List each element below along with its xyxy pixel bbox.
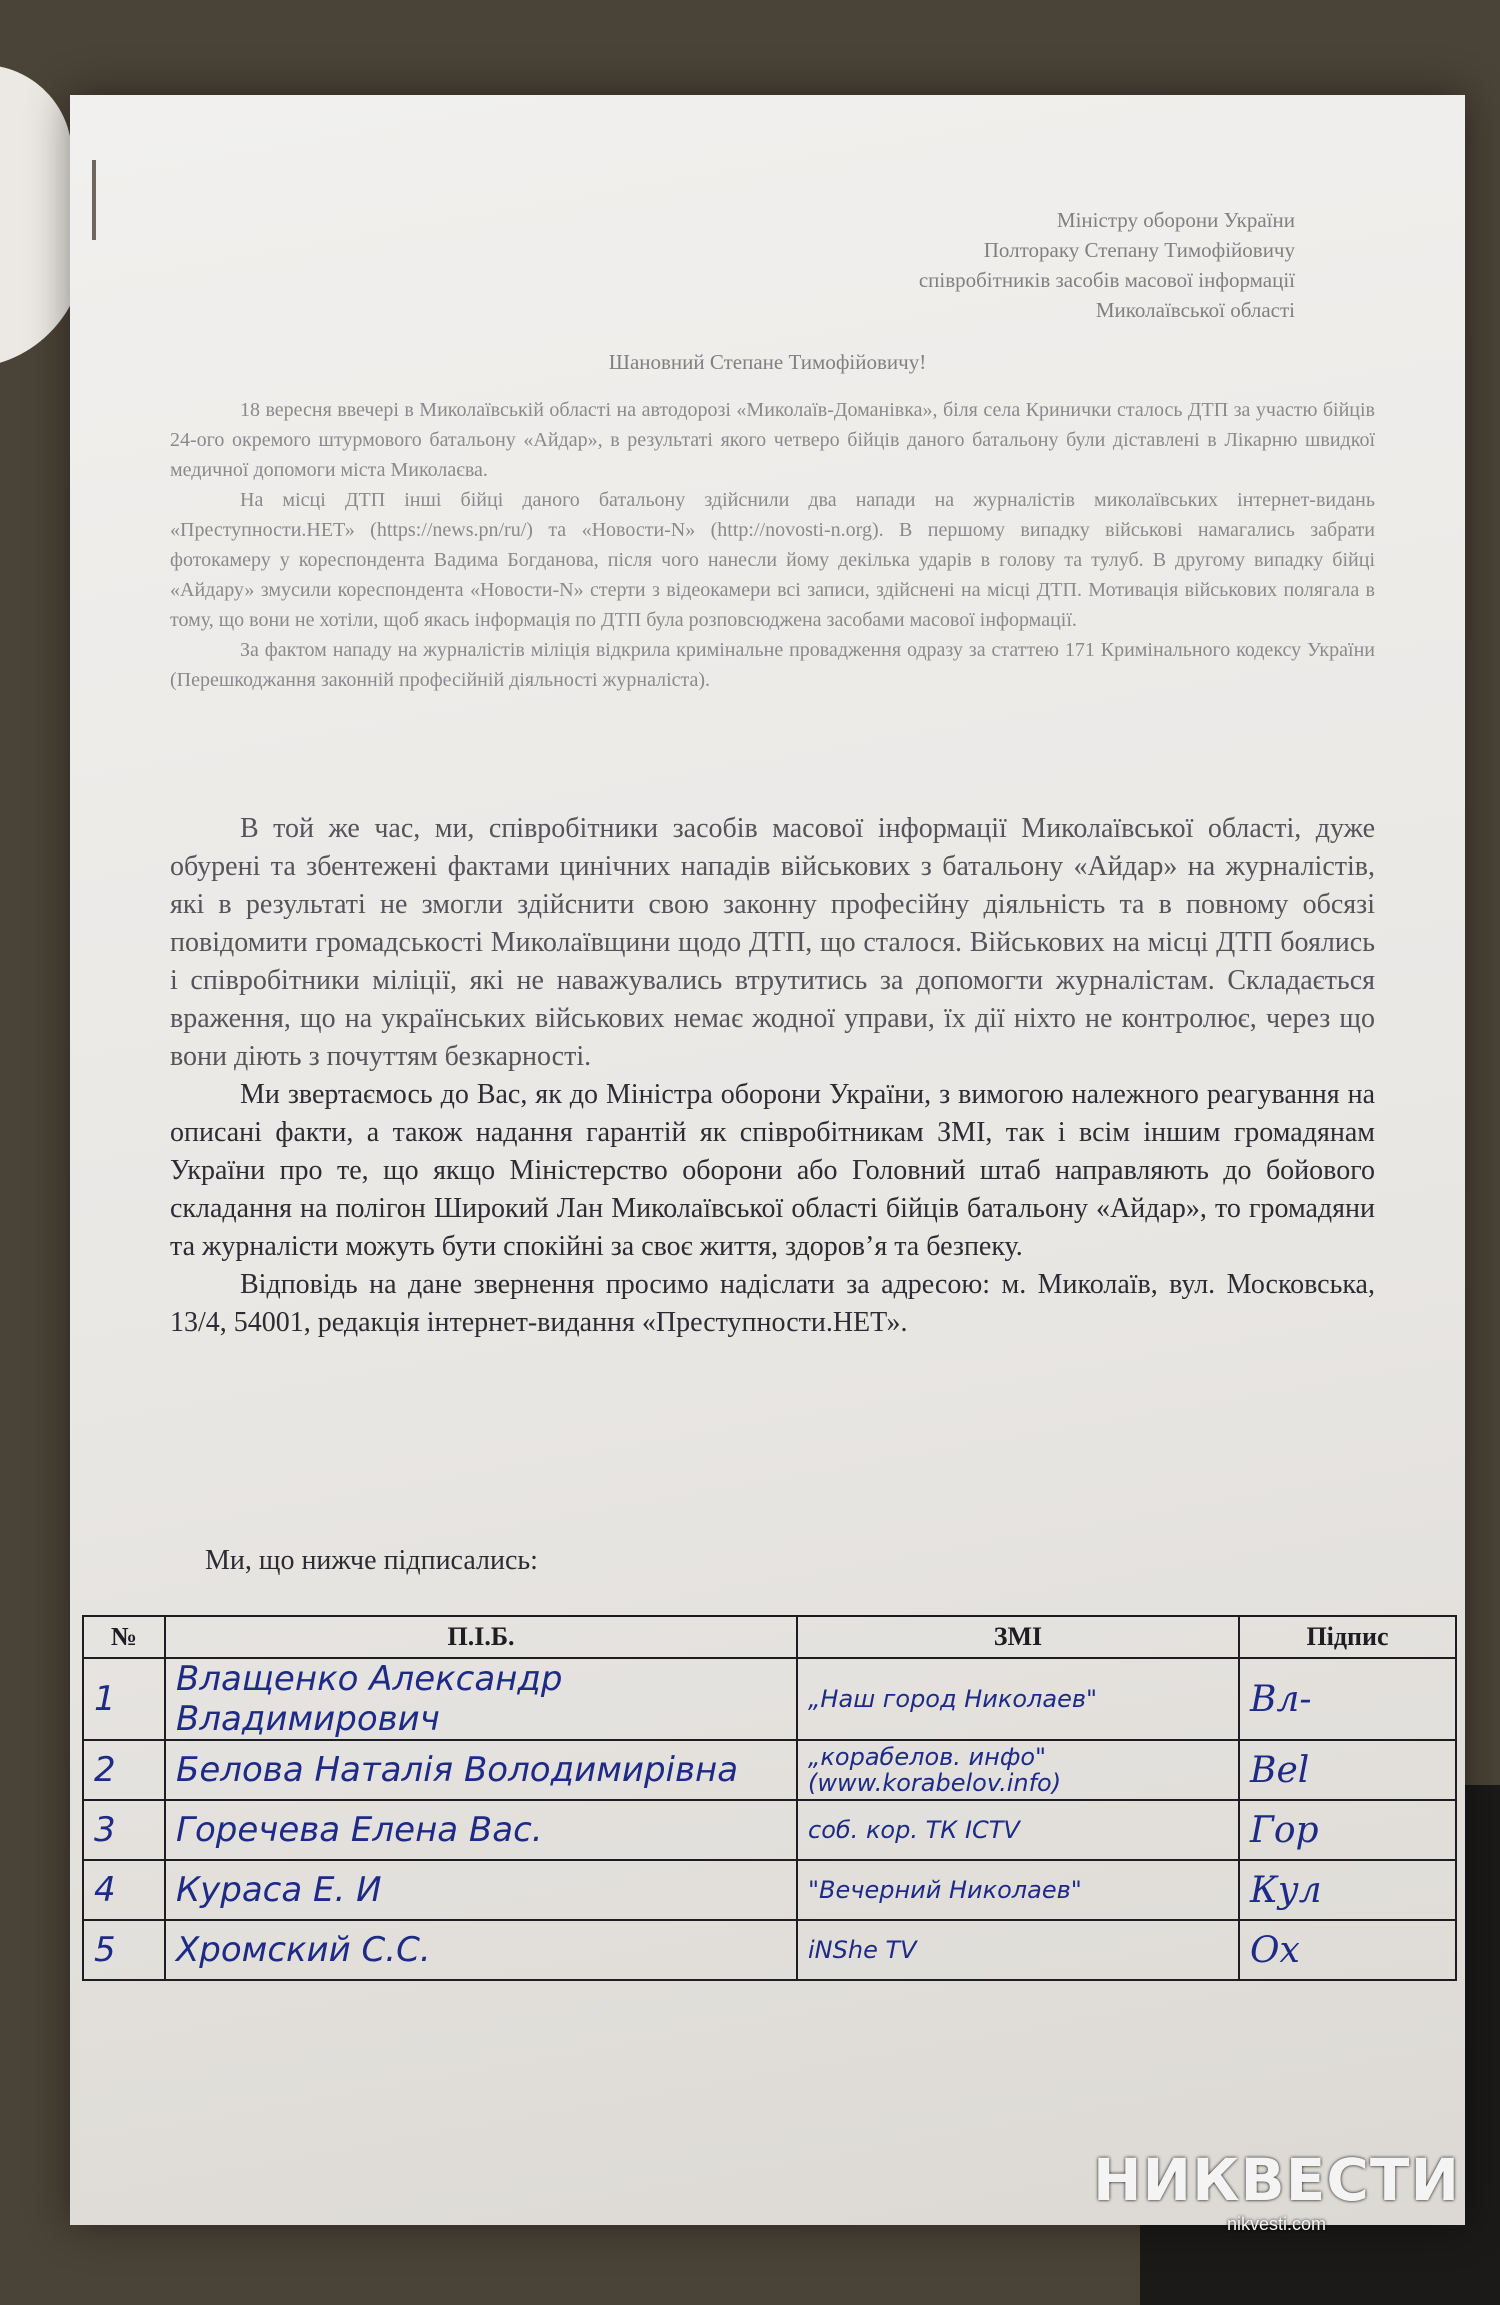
row-name: Хромский С.С. (165, 1920, 797, 1980)
signed-line: Ми, що нижче підписались: (205, 1545, 538, 1576)
table-row (83, 1658, 1456, 1740)
row-media: iNShe TV (797, 1920, 1239, 1980)
row-media: соб. кор. ТК ICTV (797, 1800, 1239, 1860)
row-media: "Вечерний Николаев" (797, 1860, 1239, 1920)
row-signature: Гор (1239, 1800, 1456, 1860)
row-name: Кураса Е. И (165, 1860, 797, 1920)
signature-table (82, 1615, 1457, 1981)
addressee-block (919, 205, 1295, 325)
paragraph: За фактом нападу на журналістів міліція відкрила кримінальне провадження одразу за статтею 171 Кримінального кодексу України (Перешкоджання законній професійній діяльності журналіста). (170, 639, 1375, 691)
row-name: Белова Наталія Володимирівна (165, 1740, 797, 1800)
paragraph: 18 вересня ввечері в Миколаївській області на автодорозі «Миколаїв-Доманівка», біля села Кринички сталось ДТП за участю бійців 24-ого окремого штурмового батальону «Айдар», в результаті якого четверо бійців даного батальону були діставлені в Лікарню швидкої медичної допомоги міста Миколаєва. (170, 399, 1375, 481)
header-num: № (83, 1616, 165, 1658)
paragraph: На місці ДТП інші бійці даного батальону здійснили два напади на журналістів миколаївських інтернет-видань «Преступности.НЕТ» (https://news.pn/ru/) та «Новости-N» (http://novosti-n.org). В першому випадку військові намагались забрати фотокамеру у кореспондента Вадима Богданова, після чого нанесли йому декілька ударів в голову та тулуб. В другому випадку бійці «Айдару» змусили кореспондента «Новости-N» стерти з відеокамери всі записи, здійснені на місці ДТП. Мотивація військових полягала в тому, що вони не хотіли, щоб якась інформація по ДТП була розповсюджена засобами масової інформації. (170, 489, 1375, 631)
row-num: 4 (83, 1860, 165, 1920)
addressee-line: Миколаївської області (1095, 298, 1295, 322)
header-media: ЗМІ (797, 1616, 1239, 1658)
addressee-line: Полтораку Степану Тимофійовичу (983, 238, 1295, 262)
row-media: „Наш город Николаев" (797, 1658, 1239, 1740)
table-header-row (83, 1616, 1456, 1658)
letter-sheet (70, 95, 1465, 2225)
row-num: 3 (83, 1800, 165, 1860)
watermark-domain: nikvesti.com (1226, 2214, 1327, 2234)
table-row (83, 1740, 1456, 1800)
row-num: 2 (83, 1740, 165, 1800)
table-row (83, 1800, 1456, 1860)
paragraph: В той же час, ми, співробітники засобів масової інформації Миколаївської області, дуже обурені та збентежені фактами цинічних нападів військових з батальону «Айдар» на журналістів, які в результаті не змогли здійснити свою законну професійну діяльність та в повному обсязі повідомити громадськості Миколаївщини щодо ДТП, що сталося. Військових на місці ДТП боялись і співробітники міліції, які не наважувались втрутитись за допомогти журналістам. Складається враження, що на українських військових немає жодної управи, їх дії ніхто не контролює, через що вони діють з почуттям безкарності. (170, 813, 1375, 1072)
header-signature: Підпис (1239, 1616, 1456, 1658)
row-signature: Кул (1239, 1860, 1456, 1920)
watermark (1093, 2146, 1460, 2235)
addressee-line: Міністру оборони України (1056, 208, 1295, 232)
row-media: „корабелов. инфо" (www.korabelov.info) (797, 1740, 1239, 1800)
row-signature: Ох (1239, 1920, 1456, 1980)
watermark-logo: НИКВЕСТИ (1093, 2146, 1460, 2214)
row-num: 1 (83, 1658, 165, 1740)
paragraph: Ми звертаємось до Вас, як до Міністра оборони України, з вимогою належного реагування на описані факти, а також надання гарантій як співробітникам ЗМІ, так і всім іншим громадянам України про те, що якщо Міністерство оборони або Головний штаб направляють до бойового складання на полігон Широкий Лан Миколаївської області бійців батальону «Айдар», то громадяни та журналісти можуть бути спокійні за своє життя, здоров’я та безпеку. (170, 1079, 1375, 1262)
table-row (83, 1860, 1456, 1920)
row-num: 5 (83, 1920, 165, 1980)
letter-body-dark (170, 810, 1375, 1342)
salutation: Шановний Степане Тимофійовичу! (608, 350, 927, 374)
staple-mark (92, 160, 96, 240)
addressee-line: співробітників засобів масової інформації (918, 268, 1295, 292)
letter-body-faint (170, 395, 1375, 695)
row-signature: Вл- (1239, 1658, 1456, 1740)
table-row (83, 1920, 1456, 1980)
header-name: П.І.Б. (165, 1616, 797, 1658)
row-name: Горечева Елена Вас. (165, 1800, 797, 1860)
paragraph: Відповідь на дане звернення просимо надіслати за адресою: м. Миколаїв, вул. Московська, 13/4, 54001, редакція інтернет-видання «Преступности.НЕТ». (170, 1269, 1375, 1338)
row-signature: Bel (1239, 1740, 1456, 1800)
row-name: Влащенко Александр Владимирович (165, 1658, 797, 1740)
